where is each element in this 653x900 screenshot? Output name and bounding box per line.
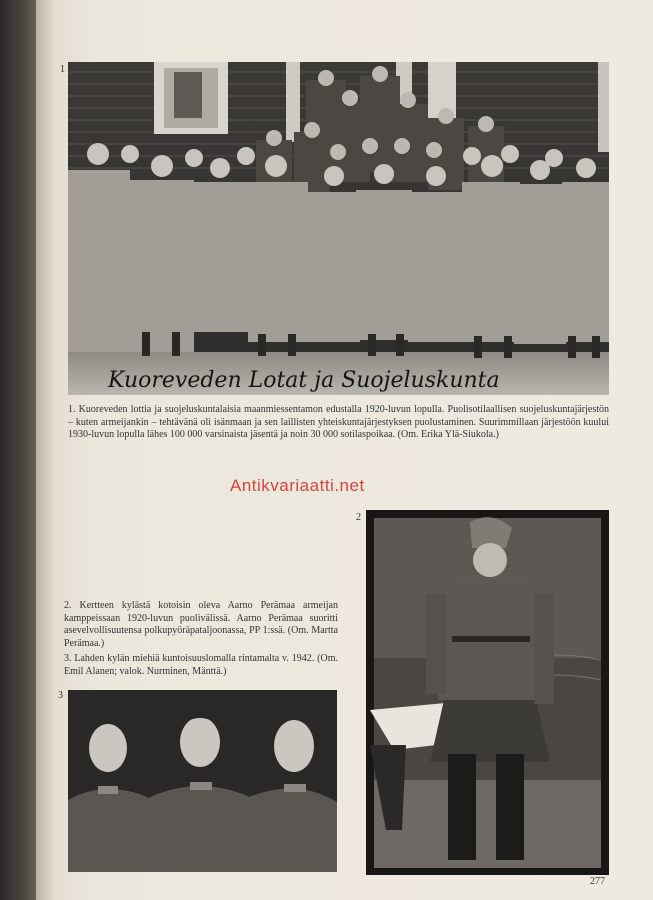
figure-number-1: 1 — [60, 64, 65, 75]
caption-3-text: 3. Lahden kylän miehiä kuntoisuuslomalla rintamalta v. 1942. (Om. Emil Alanen; valok. Nurminen, Mänttä.) — [64, 653, 338, 677]
caption-2-text: 2. Kertteen kylästä kotoisin oleva Aarno Perämaa armeijan kamppeissaan 1920-luvun puolivälissä. Aarno Perämaa suoritti asevelvollisuutensa polkupyöräpataljoonassa, PP 1:ssä. (Om. Martta Perämaa.) — [64, 600, 338, 649]
book-spine — [0, 0, 38, 900]
soldier-photo-image — [366, 510, 609, 875]
photo-soldier-portrait — [366, 510, 609, 875]
caption-1-text: 1. Kuoreveden lottia ja suojeluskuntalaisia maanmiessentamon edustalla 1920-luvun lopulla. Puolisotilaallisen suojeluskuntajärjestön – kuten armeijankin – tehtävänä oli isänmaan ja sen laillisten yhteiskuntajärjestyksen puolustaminen. Suurimmillaan järjestöön kuului 1930-luvun lopulla lähes 100 000 varsinaista jäsentä ja noin 30 000 sotilaspoikaa. (Om. Erika Ylä-Siukola.) — [68, 404, 609, 440]
captions-figures-2-3 — [64, 600, 338, 681]
watermark-text: Antikvariaatti.net — [230, 476, 365, 495]
photo-handwritten-caption: Kuoreveden Lotat ja Suojeluskunta — [108, 368, 500, 393]
figure-number-3: 3 — [58, 690, 63, 701]
page-number: 277 — [590, 876, 605, 887]
caption-figure-1 — [68, 404, 609, 445]
figure-number-2: 2 — [356, 512, 361, 523]
photo-group-lottas — [68, 62, 609, 395]
three-soldiers-photo-image — [68, 690, 337, 872]
group-photo-image — [68, 62, 609, 395]
photo-three-soldiers — [68, 690, 337, 872]
